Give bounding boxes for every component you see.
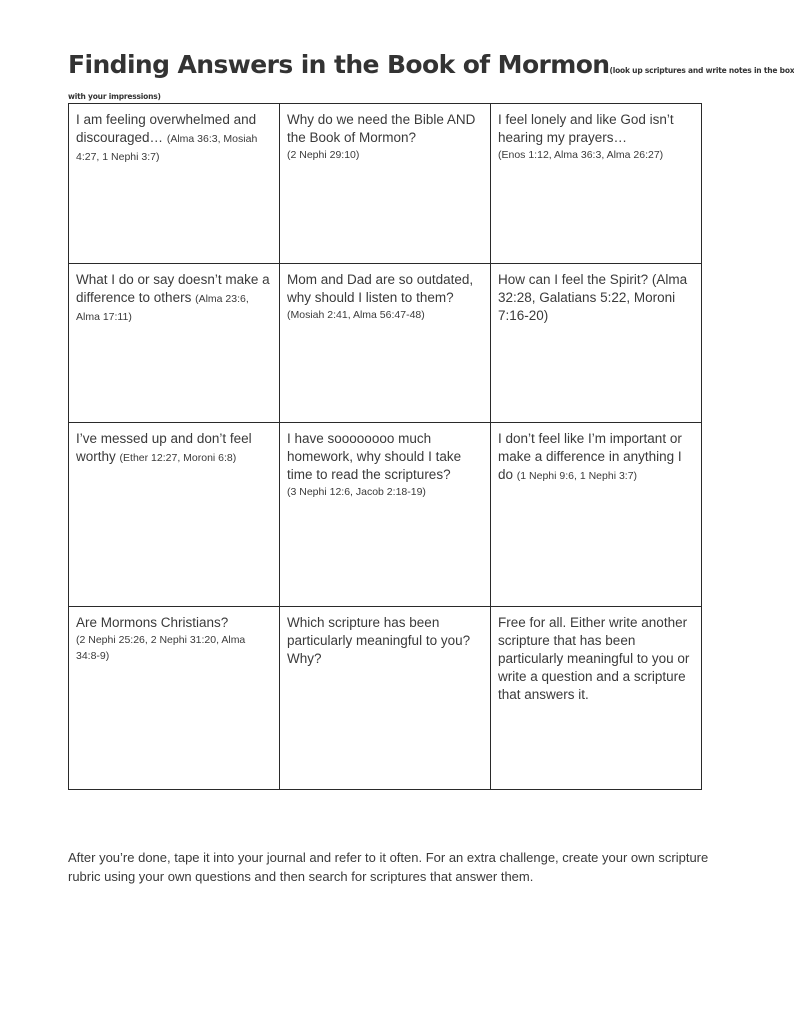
cell-scripture-refs: (2 Nephi 29:10) <box>287 149 360 161</box>
grid-cell-lonely[interactable] <box>491 104 702 264</box>
grid-row <box>69 104 702 264</box>
page-subtitle: (look up scriptures and write notes in the box <box>609 66 794 75</box>
cell-question: Are Mormons Christians? <box>76 615 229 630</box>
cell-scripture-refs: (Alma 23:6, Alma 17:11) <box>76 293 249 323</box>
grid-cell-christians[interactable] <box>69 607 280 790</box>
cell-scripture-refs: (Enos 1:12, Alma 36:3, Alma 26:27) <box>498 149 664 161</box>
page-subtitle-continued: with your impressions) <box>68 92 161 101</box>
grid-row <box>69 264 702 423</box>
cell-question: I don’t feel like I’m important or make a difference in anything I do <box>498 431 682 482</box>
footer-instructions: After you’re done, tape it into your journal and refer to it often. For an extra challenge, create your own scripture rubric using your own questions and then search for scriptures that answer them. <box>68 850 709 884</box>
grid-cell-parents[interactable] <box>280 264 491 423</box>
grid-cell-free-for-all[interactable] <box>491 607 702 790</box>
cell-question: Free for all. Either write another scripture that has been particularly meaningful to you or write a question and a scripture that answers it. <box>498 615 690 702</box>
cell-scripture-refs: (3 Nephi 12:6, Jacob 2:18-19) <box>287 486 426 498</box>
grid-cell-important[interactable] <box>491 423 702 607</box>
scripture-grid <box>68 103 702 790</box>
grid-cell-homework[interactable] <box>280 423 491 607</box>
grid-row <box>69 423 702 607</box>
grid-cell-overwhelmed[interactable] <box>69 104 280 264</box>
cell-scripture-refs: (Mosiah 2:41, Alma 56:47-48) <box>287 309 425 321</box>
cell-question: I have soooooooo much homework, why should I take time to read the scriptures? <box>287 431 462 482</box>
grid-cell-difference-to-others[interactable] <box>69 264 280 423</box>
cell-scripture-refs: (Alma 36:3, Mosiah 4:27, 1 Nephi 3:7) <box>76 133 258 163</box>
grid-cell-bible[interactable] <box>280 104 491 264</box>
grid-cell-worthy[interactable] <box>69 423 280 607</box>
worksheet-header <box>68 50 794 79</box>
grid-cell-meaningful[interactable] <box>280 607 491 790</box>
cell-question: Mom and Dad are so outdated, why should I listen to them? <box>287 272 474 305</box>
page-title: Finding Answers in the Book of Mormon <box>68 50 610 79</box>
cell-scripture-refs: (2 Nephi 25:26, 2 Nephi 31:20, Alma 34:8-9) <box>76 634 246 662</box>
cell-question: How can I feel the Spirit? <box>498 272 649 287</box>
cell-question: I feel lonely and like God isn’t hearing my prayers… <box>498 112 674 145</box>
grid-row <box>69 607 702 790</box>
cell-question: I am feeling overwhelmed and discouraged… <box>76 112 257 145</box>
cell-question: What I do or say doesn’t make a difference to others <box>76 272 270 305</box>
cell-question: Why do we need the Bible AND the Book of Mormon? <box>287 112 476 145</box>
cell-scripture-refs: (Ether 12:27, Moroni 6:8) <box>119 452 237 464</box>
grid-cell-spirit[interactable] <box>491 264 702 423</box>
cell-question: Which scripture has been particularly meaningful to you? Why? <box>287 615 471 666</box>
cell-scripture-refs: (Alma 32:28, Galatians 5:22, Moroni 7:16-20) <box>498 272 688 323</box>
cell-question: I’ve messed up and don’t feel worthy <box>76 431 252 464</box>
title-line <box>68 50 794 79</box>
cell-scripture-refs: (1 Nephi 9:6, 1 Nephi 3:7) <box>516 470 638 482</box>
